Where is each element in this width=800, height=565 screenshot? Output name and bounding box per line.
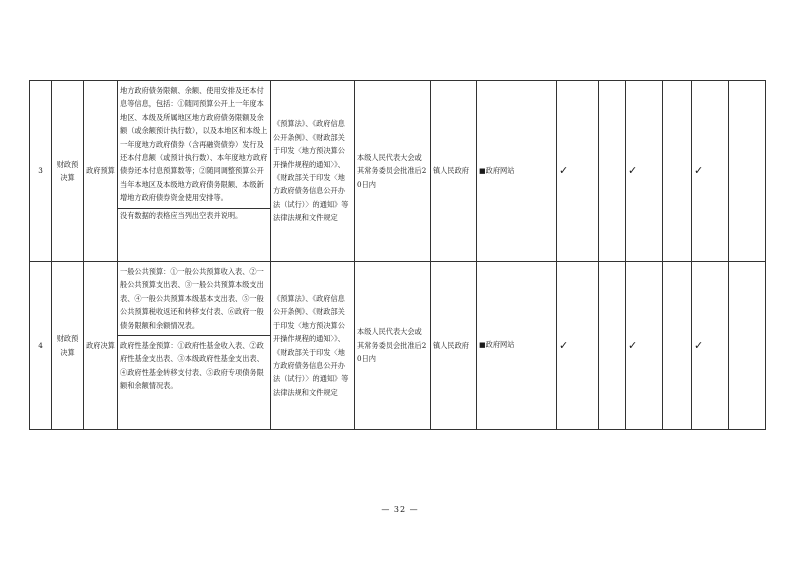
check-cell [729, 81, 766, 262]
time-cell: 本级人民代表大会或其常务委员会批准后20日内 [355, 262, 431, 430]
item-cell: 财政预决算 [52, 262, 84, 430]
page-number: — 32 — [381, 505, 419, 514]
check-mark-icon: ✓ [694, 338, 704, 352]
content-block: 地方政府债务限额、余额、使用安排及还本付息等信息，包括：①随同预算公开上一年度本地区、本级及所属地区地方政府债务限额及余额（或余额预计执行数），以及本地区和本级上一年度地方政府债券（含再融资债券）发行及还本付息额（或预计执行数）、本年度地方政府债券还本付息预算数等；②随同调整预算公开当年本地区及本级地方政府债务限额、本级新增地方政府债券资金使用安排等。 [118, 81, 270, 209]
check-mark-icon: ✓ [559, 164, 569, 178]
subject-cell: 镇人民政府 [431, 262, 477, 430]
square-icon: ■ [479, 166, 486, 175]
sub-item-cell: 政府决算 [84, 262, 118, 430]
channel-cell [477, 81, 557, 262]
table-row [30, 262, 766, 430]
check-cell [599, 81, 626, 262]
sub-item-cell: 政府预算 [84, 81, 118, 262]
row-number: 3 [30, 81, 52, 262]
content-block: 政府性基金预算：①政府性基金收入表、②政府性基金支出表、③本级政府性基金支出表、④政府性基金转移支付表、⑤政府专项债务限额和余额情况表。 [120, 341, 264, 391]
check-cell [663, 81, 692, 262]
basis-cell: 《预算法》、《政府信息公开条例》、《财政部关于印发〈地方预决算公开操作规程的通知〉》、《财政部关于印发〈地方政府债务信息公开办法（试行）〉的通知》等法律法规和文件规定 [271, 81, 355, 262]
check-cell [626, 262, 663, 430]
subject-cell: 镇人民政府 [431, 81, 477, 262]
check-mark-icon: ✓ [628, 338, 638, 352]
check-mark-icon: ✓ [694, 164, 704, 178]
table-row [30, 81, 766, 262]
content-block: 一般公共预算：①一般公共预算收入表、②一般公共预算支出表、③一般公共预算本级支出表、④一般公共预算本级基本支出表、⑤一般公共预算税收返还和转移支付表、⑥政府一般债务限额和余额情况表。 [118, 262, 270, 336]
square-icon: ■ [479, 341, 486, 350]
row-number: 4 [30, 262, 52, 430]
check-cell [692, 81, 729, 262]
channel-label: 政府网站 [485, 165, 515, 175]
check-cell [692, 262, 729, 430]
content-cell [118, 81, 271, 262]
content-block: 没有数据的表格应当列出空表并说明。 [120, 210, 243, 220]
disclosure-table [29, 80, 766, 430]
content-cell [118, 262, 271, 430]
item-cell: 财政预决算 [52, 81, 84, 262]
check-mark-icon: ✓ [628, 164, 638, 178]
time-cell: 本级人民代表大会或其常务委员会批准后20日内 [355, 81, 431, 262]
check-cell [663, 262, 692, 430]
check-cell [557, 81, 599, 262]
check-cell [729, 262, 766, 430]
channel-cell [477, 262, 557, 430]
check-cell [626, 81, 663, 262]
check-cell [599, 262, 626, 430]
check-cell [557, 262, 599, 430]
basis-cell: 《预算法》、《政府信息公开条例》、《财政部关于印发〈地方预决算公开操作规程的通知〉》、《财政部关于印发〈地方政府债务信息公开办法（试行）〉的通知》等法律法规和文件规定 [271, 262, 355, 430]
check-mark-icon: ✓ [559, 338, 569, 352]
channel-label: 政府网站 [485, 340, 515, 350]
